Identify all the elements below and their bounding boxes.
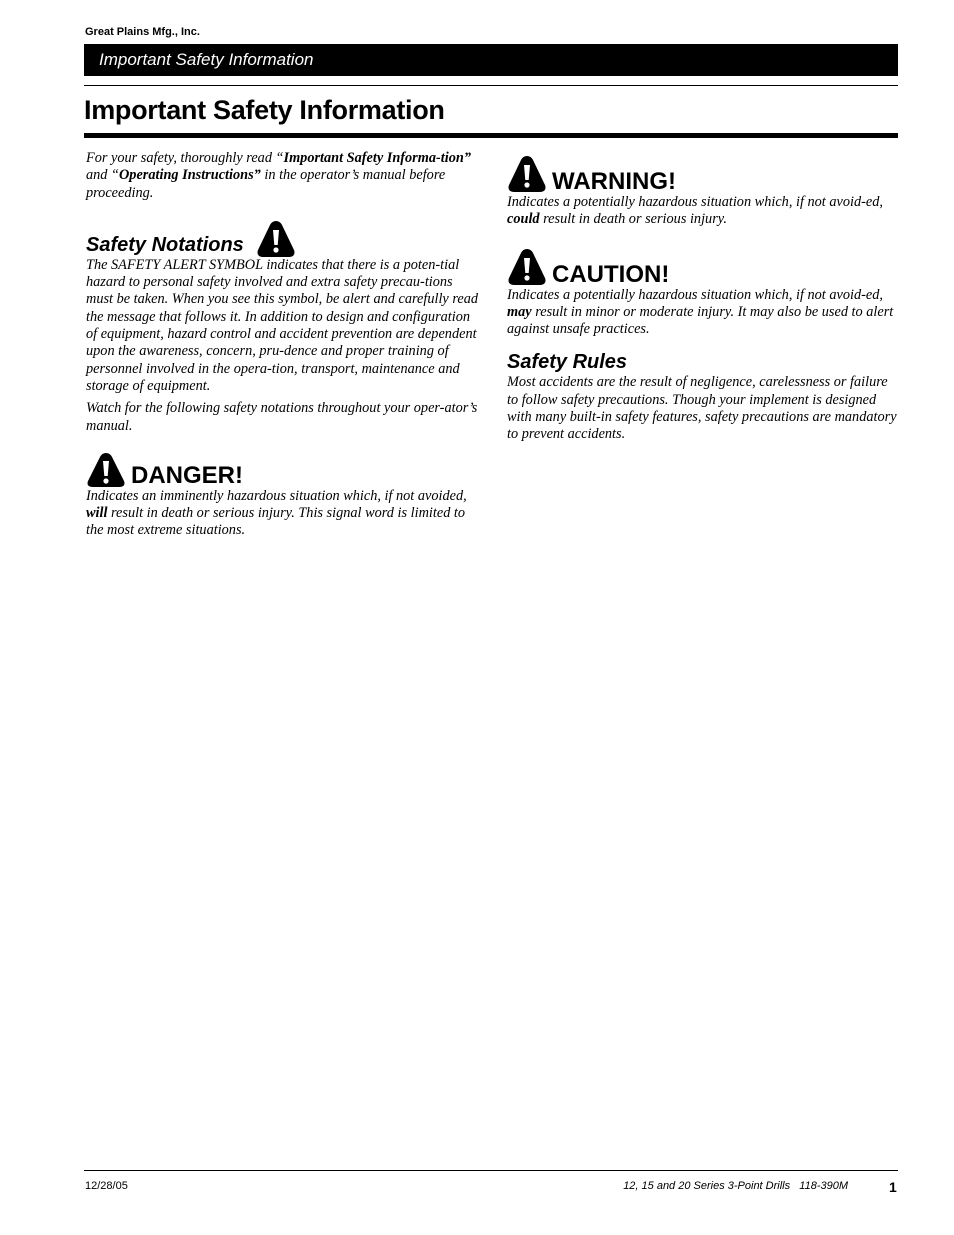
caution-alert-icon — [507, 247, 547, 287]
danger-signal-word: DANGER! — [131, 461, 243, 489]
footer-rule — [84, 1170, 898, 1171]
section-header-bar — [84, 44, 898, 76]
danger-signal — [86, 452, 480, 488]
caution-signal-word: CAUTION! — [552, 260, 670, 288]
safety-alert-icon — [256, 219, 296, 259]
warning-text-2: result in death or serious injury. — [539, 211, 727, 228]
intro-text-1: For your safety, thoroughly read “ — [86, 150, 284, 166]
caution-text-1: Indicates a potentially hazardous situation which, if not avoid-ed, — [507, 286, 883, 303]
danger-alert-icon — [86, 452, 126, 488]
intro-bold-1: Important Safety Informa-tion” — [283, 150, 471, 166]
header-rule — [84, 85, 898, 86]
danger-description — [86, 488, 480, 540]
title-rule — [84, 133, 898, 138]
safety-notations-heading-row — [86, 219, 480, 257]
safety-notations-watch: Watch for the following safety notations throughout your oper-ator’s manual. — [86, 400, 478, 434]
safety-rules-body: Most accidents are the result of negligence, carelessness or failure to follow safety precautions. Though your implement is designed with many built-in safety features, safety precautions are mandatory to prevent accidents. — [507, 374, 897, 443]
caution-description — [507, 287, 899, 339]
safety-rules-heading: Safety Rules — [507, 351, 628, 374]
intro-paragraph — [86, 150, 480, 202]
right-column — [507, 150, 899, 444]
intro-text-2: and “ — [86, 167, 119, 184]
company-name: Great Plains Mfg., Inc. — [85, 26, 200, 38]
caution-signal — [507, 247, 899, 287]
warning-bold: could — [507, 211, 540, 228]
warning-signal-word: WARNING! — [552, 168, 676, 195]
danger-text-2: result in death or serious injury. This signal word is limited to the most extreme situations. — [86, 505, 466, 539]
page-title: Important Safety Information — [84, 95, 445, 125]
left-column — [86, 150, 480, 540]
intro-text-3: in the operator’s manual before proceeding. — [86, 167, 446, 201]
danger-bold: will — [86, 505, 108, 522]
safety-notations-body: The SAFETY ALERT SYMBOL indicates that there is a poten-tial hazard to personal safety involved and extra safety precau-tions must be taken. When you see this symbol, be alert and carefully read the message that follows it. In addition to design and configuration of equipment, hazard control and accident prevention are dependent upon the awareness, concern, pru-dence and proper training of personnel involved in the opera-tion, transport, maintenance and storage of equipment. — [86, 256, 479, 394]
warning-signal — [507, 154, 899, 194]
caution-text-2: result in minor or moderate injury. It may also be used to alert against unsafe practices. — [507, 303, 894, 338]
caution-bold: may — [507, 303, 532, 320]
warning-text-1: Indicates a potentially hazardous situation which, if not avoid-ed, — [507, 194, 883, 210]
page-number: 1 — [889, 1179, 897, 1195]
warning-alert-icon — [507, 154, 547, 194]
footer-document-title: 12, 15 and 20 Series 3-Point Drills 118-390M — [623, 1180, 848, 1192]
safety-notations-heading: Safety Notations — [86, 233, 244, 256]
footer-date: 12/28/05 — [85, 1180, 128, 1192]
section-header-text: Important Safety Information — [99, 50, 314, 69]
warning-description — [507, 194, 899, 229]
danger-text-1: Indicates an imminently hazardous situation which, if not avoided, — [86, 487, 467, 504]
intro-bold-2: Operating Instructions” — [118, 167, 261, 184]
